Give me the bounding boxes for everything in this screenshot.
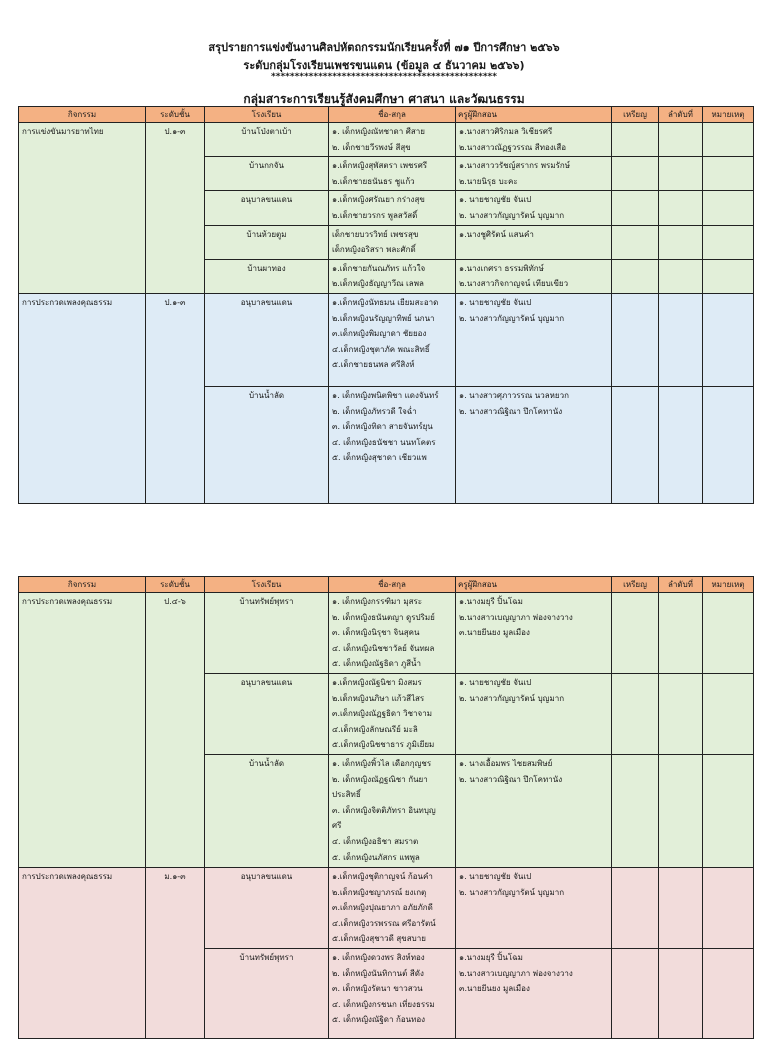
student-name: ประสิทธิ์ [332,790,361,800]
student-name: ๔. เด็กหญิงนิชชาวัลย์ จันทผล [332,643,435,653]
remark-cell [703,948,754,1038]
table-row [19,593,754,674]
student-name: ๑.เด็กชายกันณภัทร แก้วใจ [332,263,426,273]
table-row [19,293,754,386]
school-name: อนุบาลขนแดน [240,871,293,881]
student-name: ๒. เด็กหญิงภัทรวดี ใจฉ่ำ [332,406,417,416]
student-name: ๑. เด็กหญิงกรรฑิมา มุสระ [332,597,423,606]
school-cell [205,386,329,503]
school-name: บ้านผาทอง [247,263,286,273]
document-subtitle: ระดับกลุ่มโรงเรียนเพชรขนแดน (ข้อมูล ๔ ธันวาคม ๒๕๖๖) [243,59,525,72]
students-cell [329,259,456,293]
school-name: บ้านทรัพย์พุทรา [239,952,294,962]
trainer-name: ๓.นายยีนยง มูลเมือง [459,628,530,638]
student-name: ๔. เด็กหญิงธนัชชา นนทโคตร [332,437,436,447]
trainer-name: ๑.นางมยุรี ปิ้นโฉม [459,952,523,962]
activity-cell [19,293,146,503]
rank-cell [659,593,703,674]
school-name: บ้านกกจัน [249,161,284,171]
school-cell [205,191,329,225]
trainers-cell [456,123,612,157]
trainer-name: ๑. นายชาญชัย จันเป [459,677,532,687]
student-name: ๔.เด็กหญิงวรพรรณ ศรีอารัตน์ [332,918,436,928]
school-cell [205,225,329,259]
trainers-cell [456,259,612,293]
trainer-name: ๒.นางสาวเบญญาภา พ่องจางวาง [459,968,573,978]
col-rank: ลำดับที่ [659,107,703,123]
trainer-name: ๒.นายนิรุธ บะคะ [459,176,518,186]
star-divider: ************************************************ [271,72,497,82]
school-name: อนุบาลขนแดน [240,297,293,307]
table-row [19,867,754,948]
col-medal: เหรียญ [612,107,659,123]
remark-cell [703,593,754,674]
school-name: บ้านโป่งตาเบ้า [241,127,292,136]
school-name: อนุบาลขนแดน [240,195,293,205]
trainers-cell [456,673,612,754]
school-cell [205,293,329,386]
trainer-name: ๑. นายชาญชัย จันเป [459,297,532,307]
level-cell [146,867,205,1038]
medal-cell [612,948,659,1038]
student-name: ๒. เด็กหญิงธนันตญา ดูรปริมย์ [332,612,435,622]
student-name: ๒.เด็กชายธนันธร ชูแก้ว [332,176,415,186]
school-name: บ้านน้ำลัด [248,758,285,768]
student-name: ๕.เด็กหญิงนิชชาธาร ภูมิเยียม [332,740,435,750]
students-cell [329,157,456,191]
col-medal: เหรียญ [612,577,659,593]
student-name: ๒.เด็กหญิงนรัญญาทิพย์ นกนา [332,313,435,323]
trainers-cell [456,225,612,259]
rank-cell [659,259,703,293]
rank-cell [659,157,703,191]
rank-cell [659,123,703,157]
col-activity: กิจกรรม [19,107,146,123]
medal-cell [612,157,659,191]
student-name: ๒. เด็กหญิงณัฏฐณิชา กันยา [332,774,428,784]
level-text: ป.๑-๓ [164,297,186,307]
school-cell [205,867,329,948]
student-name: ๑. เด็กหญิงพนิตพิชา แดงจันทร์ [332,390,439,400]
rank-cell [659,867,703,948]
trainer-name: ๒. นางสาวณิฐิณา ปึกโคทานัง [459,406,563,416]
school-cell [205,948,329,1038]
school-cell [205,754,329,867]
col-name: ชื่อ-สกุล [329,577,456,593]
students-cell [329,293,456,386]
level-cell [146,123,205,294]
table-header-row [19,107,754,123]
col-activity: กิจกรรม [19,577,146,593]
student-name: ๓. เด็กหญิงรัตนา ขาวสวน [332,984,423,994]
col-trainer: ครูผู้ฝึกสอน [456,577,612,593]
student-name: ๑. เด็กหญิงดวงพร สิงห์ทอง [332,952,425,962]
students-cell [329,225,456,259]
remark-cell [703,867,754,948]
medal-cell [612,293,659,386]
medal-cell [612,225,659,259]
student-name: ๒.เด็กชายวรกร พูลสวัสดิ์ [332,210,418,220]
student-name: เด็กชายบวรวิทย์ เพชรสุข [332,229,419,239]
student-name: ๕. เด็กหญิงณัฐธิดา ภูสีน้ำ [332,659,421,669]
student-name: ๔.เด็กหญิงลักษณรีย์ มะลิ [332,724,418,734]
student-name: เด็กหญิงอริสรา พละศักดิ์ [332,245,416,255]
students-cell [329,867,456,948]
medal-cell [612,673,659,754]
medal-cell [612,593,659,674]
col-name: ชื่อ-สกุล [329,107,456,123]
student-name: ๑.เด็กหญิงศรัณยา กร่างสุข [332,195,425,205]
trainer-name: ๑. นางเอื้อมพร ไชยสมพิษย์ [459,758,553,768]
col-remark: หมายเหตุ [703,107,754,123]
trainer-name: ๑. นายชาญชัย จันเป [459,871,532,881]
medal-cell [612,867,659,948]
rank-cell [659,948,703,1038]
student-name: ๕.เด็กหญิงสุชาวดี สุขสบาย [332,934,426,944]
col-rank: ลำดับที่ [659,577,703,593]
trainer-name: ๒. นางสาวกัญญารัตน์ บุญมาก [459,210,565,220]
remark-cell [703,673,754,754]
table-row [19,123,754,157]
trainer-name: ๒. นางสาวกัญญารัตน์ บุญมาก [459,887,565,897]
document-title: สรุปรายการแข่งขันงานศิลปหัตถกรรมนักเรียนครั้งที่ ๗๑ ปีการศึกษา ๒๕๖๖ [208,41,560,54]
trainers-cell [456,157,612,191]
student-name: ๕.เด็กชายธนพล ศรีสิงห์ [332,360,415,370]
subject-group-title: กลุ่มสาระการเรียนรู้สังคมศึกษา ศาสนา และวัฒนธรรม [243,92,525,106]
trainer-name: ๑. นายชาญชัย จันเป [459,195,532,205]
rank-cell [659,225,703,259]
table-header-row [19,577,754,593]
trainer-name: ๒. นางสาวกัญญารัตน์ บุญมาก [459,693,565,703]
rank-cell [659,386,703,503]
medal-cell [612,386,659,503]
school-cell [205,259,329,293]
student-name: ๒. เด็กชายวีรพงษ์ สีสุข [332,142,411,152]
activity-text: การประกวดเพลงคุณธรรม [22,871,113,881]
activity-text: การประกวดเพลงคุณธรรม [22,597,113,606]
student-name: ๑. เด็กหญิงพิ้วไล เดือกกุญชร [332,758,432,768]
student-name: ๑.เด็กหญิงณัฐนิชา มิงสมร [332,677,422,687]
student-name: ๒.เด็กหญิงนภิษา แก้วสีไสร [332,693,425,703]
trainers-cell [456,754,612,867]
remark-cell [703,259,754,293]
remark-cell [703,123,754,157]
col-trainer: ครูผู้ฝึกสอน [456,107,612,123]
student-name: ๑.เด็กหญิงนัทธมน เยียมสะอาด [332,297,439,307]
school-cell [205,157,329,191]
school-cell [205,593,329,674]
student-name: ๓. เด็กหญิงทิดา สายจันทร์ยุน [332,422,433,432]
results-table-2 [18,576,754,1039]
medal-cell [612,259,659,293]
activity-text: การแข่งขันมารยาทไทย [22,127,104,136]
student-name: ๓. เด็กหญิงจิตติภัทรา อินทบุญ [332,805,436,815]
activity-cell [19,867,146,1038]
level-cell [146,593,205,868]
trainer-name: ๑.นางเกศรา ธรรมพิทักษ์ [459,263,544,273]
remark-cell [703,157,754,191]
student-name: ๕. เด็กหญิงนภัสกร แพพูล [332,852,420,862]
student-name: ๒.เด็กหญิงธัญญาวีณ เลพล [332,279,424,289]
trainers-cell [456,948,612,1038]
activity-cell [19,123,146,294]
trainer-name: ๒. นางสาวกัญญารัตน์ บุญมาก [459,313,565,323]
remark-cell [703,754,754,867]
rank-cell [659,293,703,386]
rank-cell [659,191,703,225]
students-cell [329,386,456,503]
level-text: ป.๔-๖ [164,597,186,606]
col-level: ระดับชั้น [146,107,205,123]
trainer-name: ๑.นางสาววรัชญ์สรากร พรมรักษ์ [459,161,571,171]
medal-cell [612,123,659,157]
trainers-cell [456,867,612,948]
student-name: ๓. เด็กหญิงนิรุชา จินสุคน [332,628,420,638]
school-cell [205,123,329,157]
school-name: บ้านทรัพย์พุทรา [239,597,294,606]
school-name: บ้านน้ำลัด [248,390,285,400]
trainers-cell [456,386,612,503]
students-cell [329,754,456,867]
col-school: โรงเรียน [205,107,329,123]
trainers-cell [456,293,612,386]
student-name: ๒.เด็กหญิงชญาภรณ์ ยงเกตุ [332,887,427,897]
remark-cell [703,293,754,386]
trainer-name: ๑.นางชูศิรัตน์ แสนคำ [459,229,534,239]
level-text: ม.๑-๓ [164,871,186,881]
remark-cell [703,191,754,225]
trainer-name: ๒. นางสาวณิฐิณา ปึกโคทานัง [459,774,563,784]
results-table-1 [18,106,754,504]
trainer-name: ๒.นางสาวณัฏฐวรรณ สีทองเสือ [459,142,567,152]
col-level: ระดับชั้น [146,577,205,593]
activity-cell [19,593,146,868]
student-name: ๓.เด็กหญิงพิมญาดา ชัยยอง [332,329,427,339]
student-name: ๓.เด็กหญิงณัฏฐธิดา วิชาจาม [332,709,432,719]
students-cell [329,673,456,754]
rank-cell [659,754,703,867]
student-name: ๔.เด็กหญิงชุตาภัค พณะสิทธิ์ [332,344,430,354]
trainer-name: ๓.นายยีนยง มูลเมือง [459,984,530,994]
remark-cell [703,386,754,503]
students-cell [329,123,456,157]
students-cell [329,191,456,225]
remark-cell [703,225,754,259]
trainer-name: ๑.นางสาวศิริกมล วิเชียรศรี [459,127,553,136]
school-name: อนุบาลขนแดน [240,677,293,687]
student-name: ๑. เด็กหญิงณัทชาดา ศีสาย [332,127,425,136]
school-name: บ้านห้วยตูม [246,229,287,239]
medal-cell [612,754,659,867]
student-name: ๔. เด็กหญิงกรชนก เที่ยงธรรม [332,999,435,1009]
level-cell [146,293,205,503]
student-name: ๕. เด็กหญิงสุชาดา เชียวแพ [332,453,427,463]
student-name: ๑.เด็กหญิงสุพัสตรา เพชรศรี [332,161,428,171]
trainer-name: ๒.นางสาวกิจกาญจน์ เทียบเขียว [459,279,569,289]
rank-cell [659,673,703,754]
student-name: ๓.เด็กหญิงปุณยาภา อภัยภักดี [332,903,433,913]
trainer-name: ๒.นางสาวเบญญาภา พ่องจางวาง [459,612,573,622]
col-school: โรงเรียน [205,577,329,593]
level-text: ป.๑-๓ [164,127,186,136]
students-cell [329,593,456,674]
school-cell [205,673,329,754]
student-name: ๒. เด็กหญิงนันทิกานต์ สีดัง [332,968,424,978]
col-remark: หมายเหตุ [703,577,754,593]
student-name: ๑.เด็กหญิงชุติกาญจน์ ก้อนคำ [332,871,433,881]
student-name: ๕. เด็กหญิงณัฐิดา ก้อนทอง [332,1015,426,1025]
activity-text: การประกวดเพลงคุณธรรม [22,297,113,307]
student-name: ๔. เด็กหญิงอธิชา สมราต [332,836,419,846]
trainers-cell [456,593,612,674]
trainer-name: ๑.นางมยุรี ปิ้นโฉม [459,597,523,606]
students-cell [329,948,456,1038]
trainers-cell [456,191,612,225]
medal-cell [612,191,659,225]
student-name: ศรี [332,821,342,831]
trainer-name: ๑. นางสาวศุภาวรรณ นวลหยวก [459,390,569,400]
